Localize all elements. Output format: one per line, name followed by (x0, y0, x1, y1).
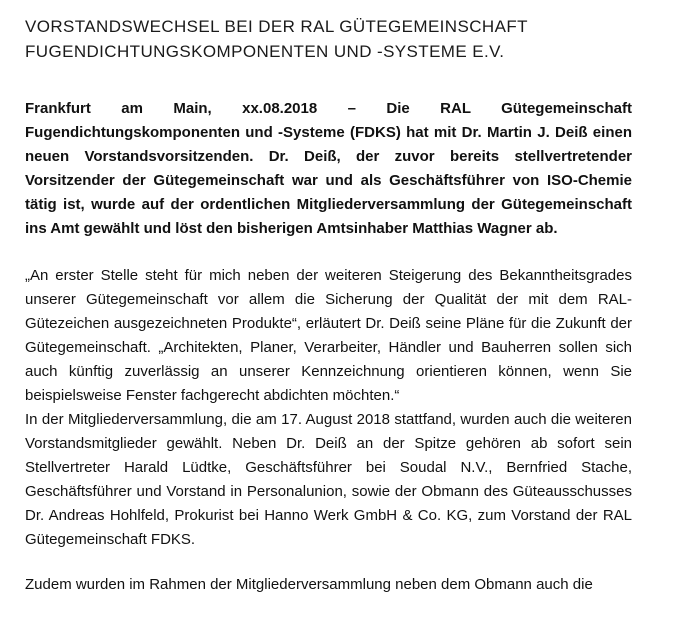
title-line-1: VORSTANDSWECHSEL BEI DER RAL GÜTEGEMEINSCHAFT (25, 17, 528, 36)
quote-text: „An erster Stelle steht für mich neben der weiteren Steigerung des Bekanntheitsgrades unserer Gütegemeinschaft vor allem die Sicherung der Qualität der mit dem RAL-Gütezeichen ausgezeichneten Produkte“, erläutert Dr. Deiß seine Pläne für die Zukunft der Gütegemeinschaft. „Architekten, Planer, Verarbeiter, Händler und Bauherren sollen sich auch künftig zuverlässig an unserer Kennzeichnung orientieren können, wenn Sie beispielsweise Fenster fachgerecht abdichten möchten.“ (25, 267, 632, 404)
lead-paragraph: Frankfurt am Main, xx.08.2018 – Die RAL Gütegemeinschaft Fugendichtungskomponenten und -Systeme (FDKS) hat mit Dr. Martin J. Deiß einen neuen Vorstandsvorsitzenden. Dr. Deiß, der zuvor bereits stellvertretender Vorsitzender der Gütegemeinschaft war und als Geschäftsführer von ISO-Chemie tätig ist, wurde auf der ordentlichen Mitgliederversammlung der Gütegemeinschaft ins Amt gewählt und löst den bisherigen Amtsinhaber Matthias Wagner ab. (25, 100, 632, 237)
title-line-2: FUGENDICHTUNGSKOMPONENTEN UND -SYSTEME E.V. (25, 42, 505, 61)
board-members-text: In der Mitgliederversammlung, die am 17. August 2018 stattfand, wurden auch die weiteren Vorstandsmitglieder gewählt. Neben Dr. Deiß an der Spitze gehören ab sofort sein Stellvertreter Harald Lüdtke, Geschäftsführer bei Soudal N.V., Bernfried Stache, Geschäftsführer und Vorstand in Personalunion, sowie der Obmann des Güteausschusses Dr. Andreas Hohlfeld, Prokurist bei Hanno Werk GmbH & Co. KG, zum Vorstand der RAL Gütegemeinschaft FDKS. (25, 411, 632, 548)
document-page (25, 14, 632, 597)
trailing-paragraph: Zudem wurden im Rahmen der Mitgliederversammlung neben dem Obmann auch die (25, 576, 593, 593)
body-paragraph (25, 264, 632, 552)
document-title (25, 14, 632, 64)
